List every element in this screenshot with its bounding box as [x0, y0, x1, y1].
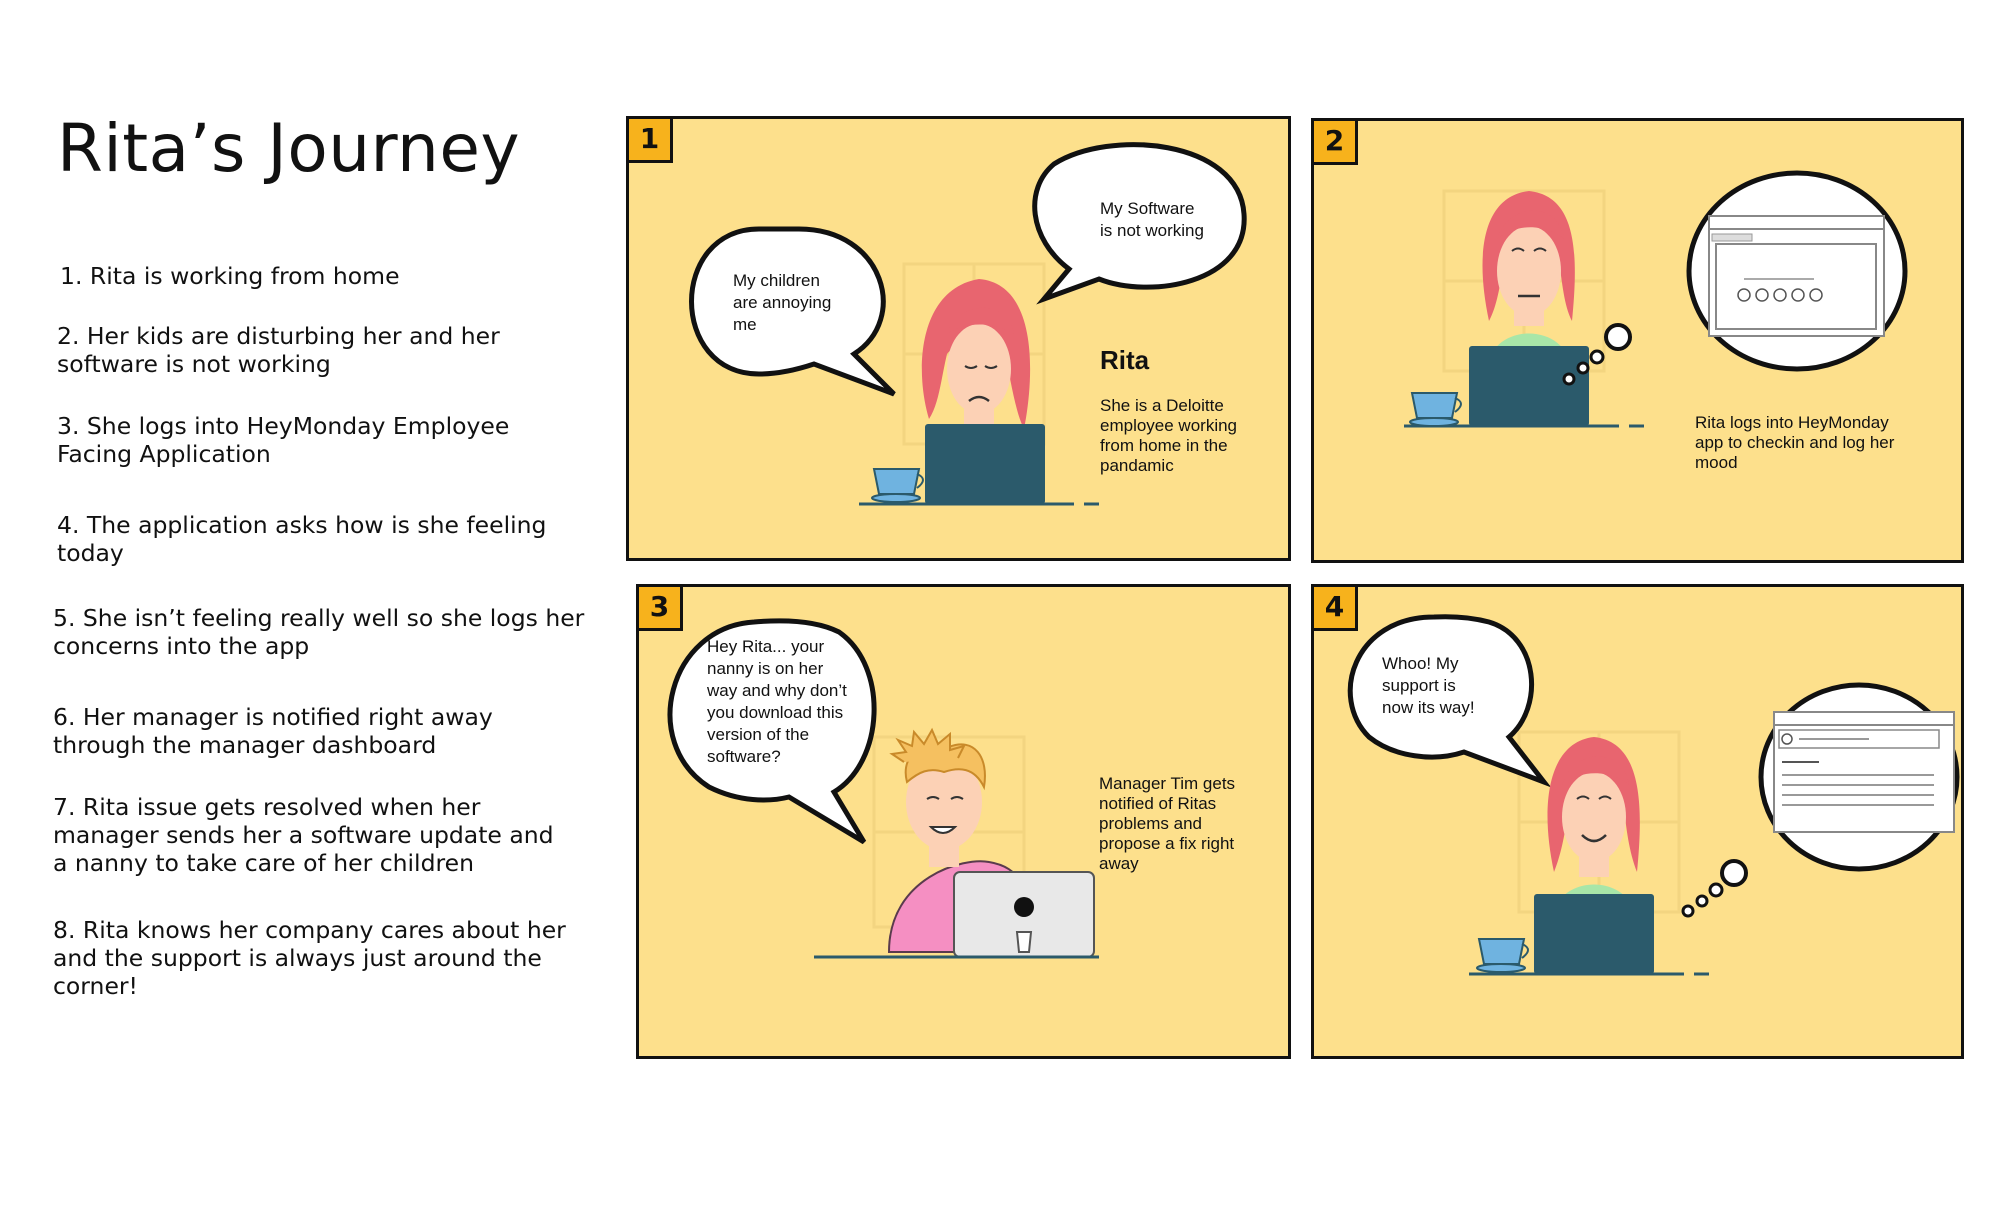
step-item-5: 5. She isn’t feeling really well so she logs her concerns into the app: [53, 604, 585, 660]
panel-number-badge: 4: [1314, 587, 1358, 631]
step-item-4: 4. The application asks how is she feeling today: [57, 511, 547, 567]
page-title: Rita’s Journey: [57, 110, 521, 187]
step-item-3: 3. She logs into HeyMonday Employee Facing Application: [57, 412, 510, 468]
panel-caption: Manager Tim gets notified of Ritas problems and propose a fix right away: [1099, 774, 1236, 873]
step-item-8: 8. Rita knows her company cares about her and the support is always just around the corner!: [53, 916, 566, 1000]
speech-bubble-text: My Software is not working: [1100, 199, 1204, 240]
panel-caption: Rita logs into HeyMonday app to checkin and log her mood: [1695, 413, 1895, 472]
panel-number-badge: 2: [1314, 121, 1358, 165]
character-name: Rita: [1100, 345, 1150, 375]
panel-2-illustration: [1314, 121, 1964, 563]
storyboard-panel-2: [1311, 118, 1964, 563]
speech-bubble-text: My children are annoying me: [733, 271, 832, 334]
speech-bubble-text: Hey Rita... your nanny is on her way and why don’t you download this version of the software?: [707, 637, 847, 766]
storyboard-panel-1: [626, 116, 1291, 561]
panel-number-badge: 3: [639, 587, 683, 631]
panel-caption: She is a Deloitte employee working from home in the pandamic: [1100, 396, 1238, 475]
step-item-1: 1. Rita is working from home: [60, 262, 400, 290]
step-item-2: 2. Her kids are disturbing her and her software is not working: [57, 322, 500, 378]
panel-number-badge: 1: [629, 119, 673, 163]
step-item-7: 7. Rita issue gets resolved when her manager sends her a software update and a nanny to take care of her children: [53, 793, 554, 877]
journey-steps-list: [0, 0, 600, 1213]
step-item-6: 6. Her manager is notified right away through the manager dashboard: [53, 703, 493, 759]
panel-1-illustration: [629, 119, 1291, 561]
storyboard-panel-3: [636, 584, 1291, 1059]
speech-bubble-text: Whoo! My support is now its way!: [1382, 654, 1475, 717]
storyboard-panel-4: [1311, 584, 1964, 1059]
